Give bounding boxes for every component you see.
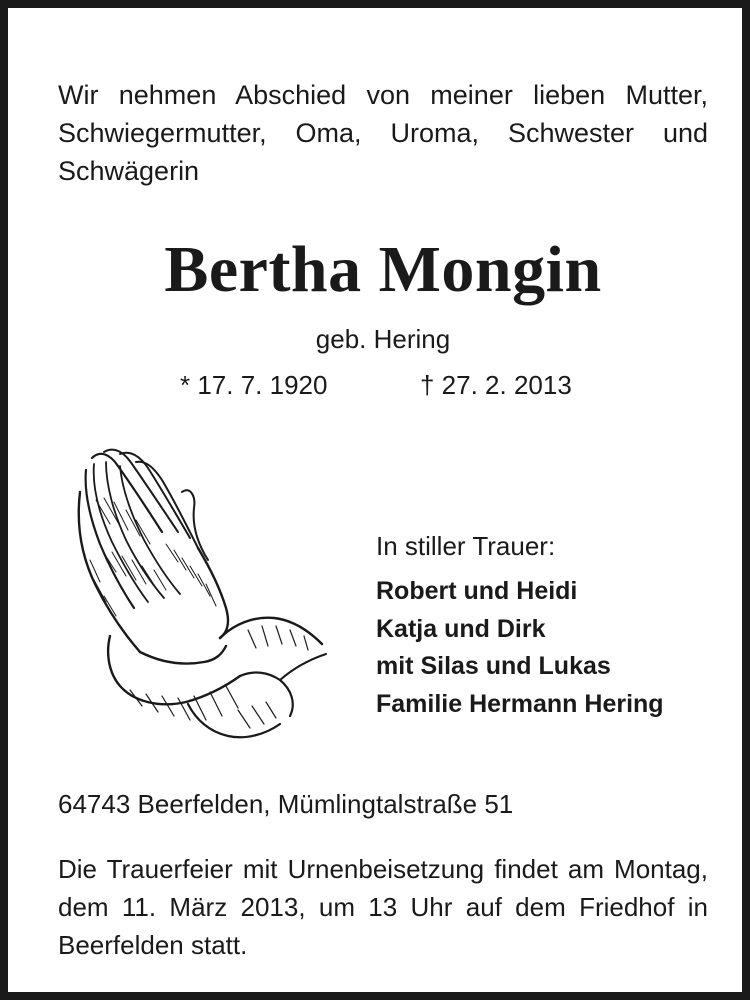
- mourners-title: In stiller Trauer:: [376, 531, 556, 561]
- service-line: Die Trauerfeier mit Urnenbeisetzung findet am Montag,: [58, 854, 708, 884]
- intro-line: Schwiegermutter, Oma, Uroma, Schwester und: [58, 118, 708, 148]
- mourners-list: [376, 573, 664, 723]
- address: 64743 Beerfelden, Mümlingtalstraße 51: [58, 789, 514, 819]
- service-line: dem 11. März 2013, um 13 Uhr auf dem Friedhof in: [58, 892, 708, 922]
- service-text: [58, 850, 708, 964]
- service-line: Beerfelden statt.: [58, 930, 248, 960]
- intro-line: Wir nehmen Abschied von meiner lieben Mutter,: [58, 80, 708, 110]
- mourner-name: Familie Hermann Hering: [376, 689, 664, 718]
- death-date: † 27. 2. 2013: [420, 370, 572, 400]
- intro-line: Schwägerin: [58, 156, 200, 186]
- intro-text: [58, 76, 708, 190]
- maiden-name: geb. Hering: [315, 324, 451, 354]
- mourner-name: mit Silas und Lukas: [376, 652, 611, 680]
- praying-hands-icon: [70, 440, 328, 750]
- birth-date: * 17. 7. 1920: [180, 370, 328, 400]
- mourner-name: Katja und Dirk: [376, 614, 546, 643]
- deceased-name: Bertha Mongin: [164, 233, 602, 306]
- mourner-name: Robert und Heidi: [376, 577, 578, 605]
